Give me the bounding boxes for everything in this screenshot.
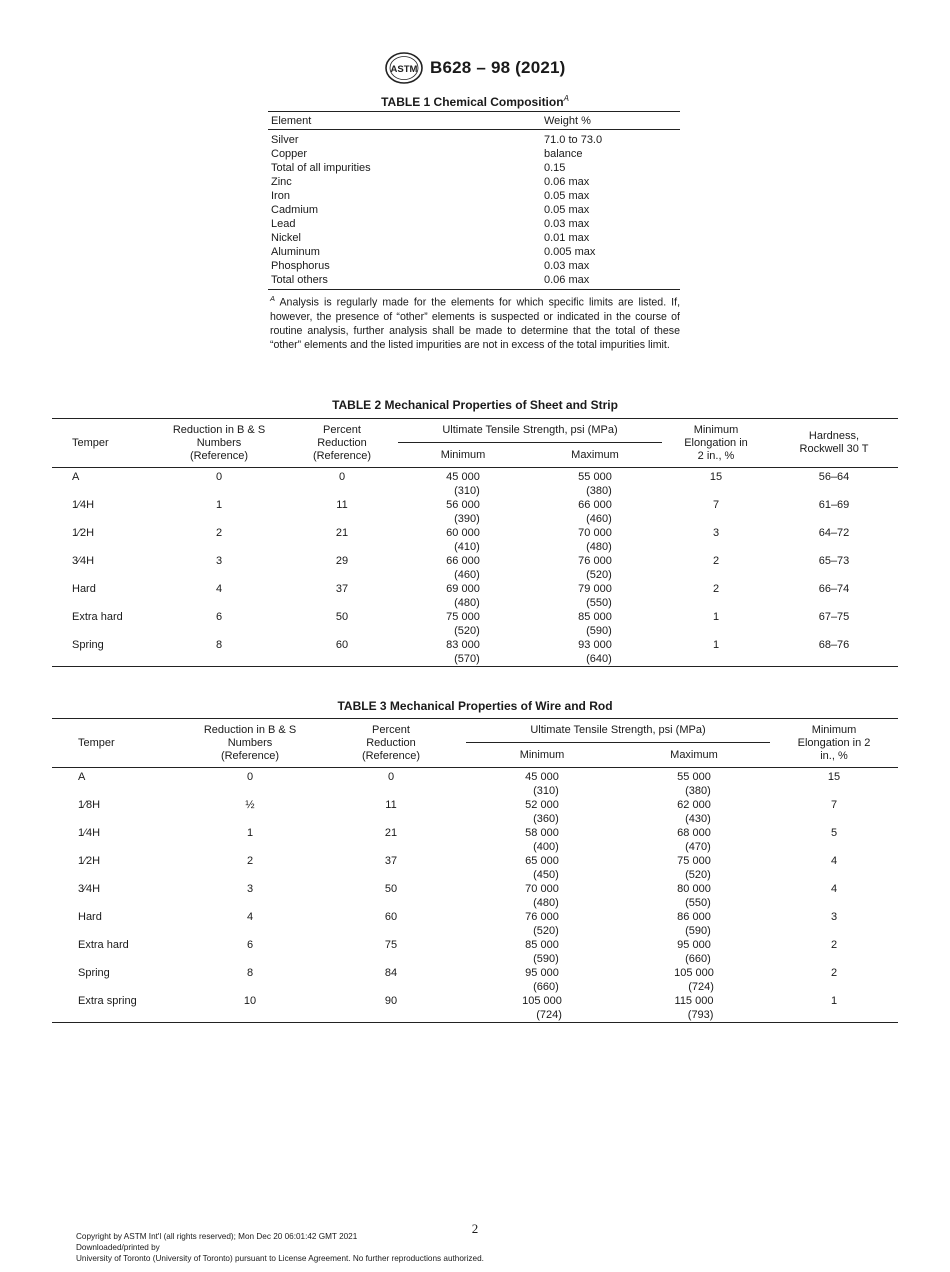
min-value-block: [446, 526, 480, 554]
max-cell: [528, 610, 662, 638]
max-cell: [618, 910, 770, 938]
temper: Hard: [72, 583, 96, 595]
temper: Extra hard: [72, 611, 123, 623]
copyright-notice: [76, 1231, 484, 1264]
min-cell: [466, 882, 618, 910]
table-row: [52, 994, 898, 1023]
table1-header-weight: Weight %: [541, 112, 680, 130]
bs-reduction: 2: [215, 527, 223, 539]
min-value-block: [525, 910, 559, 938]
max-cell: [528, 526, 662, 554]
max-psi: 66 000: [578, 499, 612, 511]
table2-header-elong: Minimum Elongation in 2 in., %: [662, 419, 770, 468]
bs-reduction: 3: [246, 883, 254, 895]
max-psi: 80 000: [677, 883, 711, 895]
max-cell: [528, 554, 662, 582]
min-value-block: [446, 610, 480, 638]
max-mpa: (380): [685, 785, 711, 797]
max-value-block: [578, 554, 612, 582]
max-cell: [618, 938, 770, 966]
table3-header-min: Minimum: [466, 743, 618, 768]
max-value-block: [677, 770, 711, 798]
elongation: 3: [712, 527, 720, 539]
min-cell: [398, 554, 528, 582]
min-psi: 66 000: [446, 555, 480, 567]
percent-reduction: 11: [336, 499, 348, 511]
table1: [268, 111, 680, 290]
table1-title-note: A: [563, 94, 569, 103]
table-row: [52, 826, 898, 854]
elongation: 7: [712, 499, 720, 511]
min-mpa: (480): [454, 597, 480, 609]
temper: 1⁄2H: [72, 527, 95, 539]
temper: 1⁄2H: [78, 855, 101, 867]
elongation: 1: [662, 638, 770, 667]
element-name: Cadmium: [271, 204, 319, 216]
bs-reduction: 4: [215, 583, 223, 595]
element-weight: 0.03 max: [544, 260, 590, 272]
table-row: [52, 966, 898, 994]
element-weight: 0.03 max: [544, 218, 590, 230]
min-mpa: (310): [533, 785, 559, 797]
max-cell: [618, 826, 770, 854]
percent-reduction: 11: [385, 799, 397, 811]
min-mpa: (410): [454, 541, 480, 553]
max-cell: [618, 854, 770, 882]
elongation: 15: [709, 471, 723, 483]
astm-logo: [384, 52, 424, 84]
hardness: 61–69: [818, 499, 850, 511]
min-cell: [398, 498, 528, 526]
element-name: Lead: [271, 218, 296, 230]
percent-reduction: 0: [338, 471, 346, 483]
elongation: 7: [830, 799, 838, 811]
hardness: 56–64: [818, 471, 850, 483]
temper: A: [78, 771, 86, 783]
table3-header-pct: Percent Reduction (Reference): [316, 719, 466, 768]
min-psi: 85 000: [525, 939, 559, 951]
max-value-block: [677, 798, 711, 826]
percent-reduction: 75: [384, 939, 398, 951]
min-psi: 70 000: [525, 883, 559, 895]
min-psi: 45 000: [446, 471, 480, 483]
min-value-block: [446, 638, 480, 666]
bs-reduction: 8: [246, 967, 254, 979]
temper: Hard: [78, 911, 102, 923]
min-psi: 105 000: [522, 995, 562, 1007]
document-designation: B628 – 98 (2021): [430, 58, 566, 77]
max-mpa: (590): [685, 925, 711, 937]
min-psi: 45 000: [525, 771, 559, 783]
max-value-block: [677, 882, 711, 910]
max-mpa: (480): [586, 541, 612, 553]
min-mpa: (390): [454, 513, 480, 525]
percent-reduction: 60: [286, 638, 398, 667]
table1-caption: [0, 94, 950, 109]
percent-reduction: 84: [384, 967, 398, 979]
element-weight: 0.05 max: [544, 190, 590, 202]
element-name: Silver: [271, 134, 299, 146]
bs-reduction: 3: [215, 555, 223, 567]
hardness: 65–73: [818, 555, 850, 567]
max-cell: [528, 498, 662, 526]
min-psi: 58 000: [525, 827, 559, 839]
temper: 3⁄4H: [78, 883, 101, 895]
logo-text: ASTM: [390, 64, 418, 75]
max-psi: 55 000: [677, 771, 711, 783]
hardness: 64–72: [818, 527, 850, 539]
max-psi: 55 000: [578, 471, 612, 483]
table2-header-bs: Reduction in B & S Numbers (Reference): [152, 419, 286, 468]
min-psi: 76 000: [525, 911, 559, 923]
max-value-block: [578, 610, 612, 638]
max-mpa: (550): [586, 597, 612, 609]
max-cell: [528, 468, 662, 499]
elongation: 2: [712, 583, 720, 595]
table2-caption: TABLE 2 Mechanical Properties of Sheet and Strip: [332, 398, 618, 412]
min-mpa: (520): [454, 625, 480, 637]
element-weight: 0.15: [544, 162, 566, 174]
temper: 1⁄4H: [72, 499, 95, 511]
temper: 1⁄8H: [78, 799, 101, 811]
table-row: [268, 130, 680, 148]
table2-header-max: Maximum: [528, 443, 662, 468]
max-cell: [618, 994, 770, 1023]
table1-title: TABLE 1 Chemical Composition: [381, 95, 564, 109]
min-cell: [398, 610, 528, 638]
copyright-line: Downloaded/printed by: [76, 1243, 160, 1252]
min-mpa: (480): [533, 897, 559, 909]
min-psi: 95 000: [525, 967, 559, 979]
table3-header-bs: Reduction in B & S Numbers (Reference): [184, 719, 316, 768]
percent-reduction: 37: [384, 855, 398, 867]
table-row: [268, 217, 680, 231]
max-psi: 93 000: [578, 639, 612, 651]
element-weight: 71.0 to 73.0: [544, 134, 603, 146]
page-number: 2: [471, 1221, 479, 1236]
elongation: 3: [830, 911, 838, 923]
table-row: [268, 203, 680, 217]
element-name: Zinc: [271, 176, 292, 188]
max-mpa: (460): [586, 513, 612, 525]
max-psi: 79 000: [578, 583, 612, 595]
min-psi: 83 000: [446, 639, 480, 651]
min-value-block: [522, 994, 562, 1022]
elongation: 15: [827, 771, 841, 783]
min-psi: 69 000: [446, 583, 480, 595]
max-mpa: (520): [586, 569, 612, 581]
min-value-block: [525, 798, 559, 826]
max-mpa: (380): [586, 485, 612, 497]
table-row: [52, 854, 898, 882]
max-psi: 76 000: [578, 555, 612, 567]
max-mpa: (640): [586, 653, 612, 665]
hardness: 68–76: [770, 638, 898, 667]
max-value-block: [578, 498, 612, 526]
table-row: [52, 610, 898, 638]
table3-header-max: Maximum: [618, 743, 770, 768]
elongation: 2: [830, 967, 838, 979]
max-value-block: [677, 854, 711, 882]
max-value-block: [578, 638, 612, 666]
min-value-block: [446, 470, 480, 498]
min-psi: 52 000: [525, 799, 559, 811]
table-row: [52, 554, 898, 582]
percent-reduction: 90: [316, 994, 466, 1023]
min-cell: [466, 826, 618, 854]
table-row: [52, 638, 898, 667]
table1-footnote: [270, 292, 680, 352]
table2-header-min: Minimum: [398, 443, 528, 468]
elongation: 4: [830, 855, 838, 867]
bs-reduction: 6: [215, 611, 223, 623]
max-value-block: [674, 966, 714, 994]
footnote-mark: A: [270, 294, 276, 303]
element-name: Phosphorus: [271, 260, 330, 272]
bs-reduction: ½: [245, 799, 255, 811]
max-psi: 95 000: [677, 939, 711, 951]
percent-reduction: 0: [387, 771, 395, 783]
min-mpa: (570): [454, 653, 480, 665]
table-row: [268, 259, 680, 273]
max-psi: 86 000: [677, 911, 711, 923]
temper: Spring: [78, 967, 110, 979]
elongation: 1: [712, 611, 720, 623]
max-value-block: [578, 526, 612, 554]
copyright-line: University of Toronto (University of Toronto) pursuant to License Agreement. No further reproductions authorized.: [76, 1254, 484, 1263]
element-name: Copper: [271, 148, 308, 160]
footnote-text: Analysis is regularly made for the elements for which specific limits are listed. If, however, the presence of “other” elements is suspected or indicated in the course of routine analysis, further analysis shall be made to determine that the total of these “other” elements and the listed impurities are not in excess of the total impurities limit.: [270, 296, 681, 351]
bs-reduction: 2: [246, 855, 254, 867]
max-mpa: (793): [687, 1009, 714, 1021]
table1-header-element: Element: [268, 112, 541, 130]
hardness: 67–75: [818, 611, 850, 623]
table-row: [52, 582, 898, 610]
table3: [52, 718, 898, 1023]
table-row: [52, 526, 898, 554]
max-psi: 75 000: [677, 855, 711, 867]
max-mpa: (470): [685, 841, 711, 853]
element-weight: 0.06 max: [544, 176, 590, 188]
table2-header-hardness: Hardness, Rockwell 30 T: [770, 419, 898, 468]
table-row: [268, 273, 680, 290]
temper: 1⁄4H: [78, 827, 101, 839]
table2-header-pct: Percent Reduction (Reference): [286, 419, 398, 468]
element-name: Iron: [271, 190, 290, 202]
table-row: [268, 189, 680, 203]
max-mpa: (724): [688, 981, 714, 993]
temper: Spring: [52, 638, 152, 667]
max-cell: [618, 882, 770, 910]
max-value-block: [677, 938, 711, 966]
bs-reduction: 10: [184, 994, 316, 1023]
max-mpa: (520): [685, 869, 711, 881]
min-mpa: (660): [533, 981, 559, 993]
min-value-block: [446, 498, 480, 526]
document-header: [0, 52, 950, 84]
max-value-block: [677, 910, 711, 938]
min-cell: [466, 798, 618, 826]
min-cell: [466, 768, 618, 799]
bs-reduction: 1: [246, 827, 254, 839]
min-value-block: [525, 826, 559, 854]
element-name: Total others: [268, 273, 541, 290]
min-mpa: (724): [536, 1009, 562, 1021]
table-row: [268, 231, 680, 245]
max-psi: 85 000: [578, 611, 612, 623]
min-value-block: [525, 966, 559, 994]
min-mpa: (310): [454, 485, 480, 497]
max-psi: 70 000: [578, 527, 612, 539]
max-cell: [618, 798, 770, 826]
min-value-block: [446, 582, 480, 610]
min-cell: [398, 526, 528, 554]
temper: Extra spring: [52, 994, 184, 1023]
elongation: 5: [830, 827, 838, 839]
max-value-block: [675, 994, 714, 1022]
element-name: Aluminum: [271, 246, 320, 258]
min-psi: 56 000: [446, 499, 480, 511]
max-psi: 68 000: [677, 827, 711, 839]
bs-reduction: 0: [246, 771, 254, 783]
table-row: [52, 882, 898, 910]
max-psi: 62 000: [677, 799, 711, 811]
table-row: [52, 498, 898, 526]
min-cell: [466, 938, 618, 966]
percent-reduction: 60: [384, 911, 398, 923]
percent-reduction: 21: [335, 527, 349, 539]
temper: A: [72, 471, 80, 483]
element-name: Nickel: [271, 232, 301, 244]
max-mpa: (660): [685, 953, 711, 965]
table-row: [268, 161, 680, 175]
table-row: [268, 147, 680, 161]
min-mpa: (520): [533, 925, 559, 937]
max-value-block: [677, 826, 711, 854]
max-psi: 115 000: [674, 995, 714, 1007]
min-cell: [466, 910, 618, 938]
min-cell: [398, 582, 528, 610]
element-weight: 0.06 max: [541, 273, 680, 290]
table2-header-temper: Temper: [52, 419, 152, 468]
bs-reduction: 8: [152, 638, 286, 667]
max-mpa: (550): [685, 897, 711, 909]
min-cell: [466, 966, 618, 994]
elongation: 4: [830, 883, 838, 895]
min-value-block: [525, 854, 559, 882]
percent-reduction: 29: [335, 555, 349, 567]
max-cell: [528, 638, 662, 667]
table3-header-tensile: Ultimate Tensile Strength, psi (MPa): [466, 719, 770, 743]
max-mpa: (590): [586, 625, 612, 637]
table-row: [52, 938, 898, 966]
percent-reduction: 37: [335, 583, 349, 595]
min-cell: [398, 638, 528, 667]
copyright-line: Copyright by ASTM Int'l (all rights reserved); Mon Dec 20 06:01:42 GMT 2021: [76, 1232, 358, 1241]
elongation: 1: [770, 994, 898, 1023]
table-row: [52, 468, 898, 499]
max-psi: 105 000: [674, 967, 714, 979]
element-weight: 0.005 max: [544, 246, 596, 258]
percent-reduction: 50: [384, 883, 398, 895]
table-row: [52, 768, 898, 799]
min-mpa: (460): [454, 569, 480, 581]
bs-reduction: 4: [246, 911, 254, 923]
min-value-block: [446, 554, 480, 582]
element-weight: balance: [544, 148, 583, 160]
table3-header-temper: Temper: [52, 719, 184, 768]
table-row: [52, 910, 898, 938]
bs-reduction: 1: [215, 499, 223, 511]
bs-reduction: 0: [215, 471, 223, 483]
min-mpa: (450): [533, 869, 559, 881]
table2: [52, 418, 898, 667]
min-cell: [398, 468, 528, 499]
min-cell: [466, 854, 618, 882]
table-row: [268, 175, 680, 189]
min-cell: [466, 994, 618, 1023]
element-weight: 0.05 max: [544, 204, 590, 216]
min-value-block: [525, 938, 559, 966]
max-value-block: [578, 470, 612, 498]
min-value-block: [525, 770, 559, 798]
table2-header-tensile: Ultimate Tensile Strength, psi (MPa): [398, 419, 662, 443]
max-mpa: (430): [685, 813, 711, 825]
min-psi: 75 000: [446, 611, 480, 623]
table3-header-elong: Minimum Elongation in 2 in., %: [770, 719, 898, 768]
temper: Extra hard: [78, 939, 129, 951]
percent-reduction: 50: [335, 611, 349, 623]
table-row: [268, 245, 680, 259]
table3-caption: TABLE 3 Mechanical Properties of Wire and Rod: [337, 699, 613, 713]
max-value-block: [578, 582, 612, 610]
element-weight: 0.01 max: [544, 232, 590, 244]
percent-reduction: 21: [384, 827, 398, 839]
max-cell: [618, 768, 770, 799]
table-row: [52, 798, 898, 826]
min-mpa: (360): [533, 813, 559, 825]
element-name: Total of all impurities: [271, 162, 371, 174]
bs-reduction: 6: [246, 939, 254, 951]
min-value-block: [525, 882, 559, 910]
min-psi: 60 000: [446, 527, 480, 539]
max-cell: [618, 966, 770, 994]
hardness: 66–74: [818, 583, 850, 595]
temper: 3⁄4H: [72, 555, 95, 567]
elongation: 2: [830, 939, 838, 951]
min-mpa: (400): [533, 841, 559, 853]
max-cell: [528, 582, 662, 610]
min-psi: 65 000: [525, 855, 559, 867]
elongation: 2: [712, 555, 720, 567]
min-mpa: (590): [533, 953, 559, 965]
